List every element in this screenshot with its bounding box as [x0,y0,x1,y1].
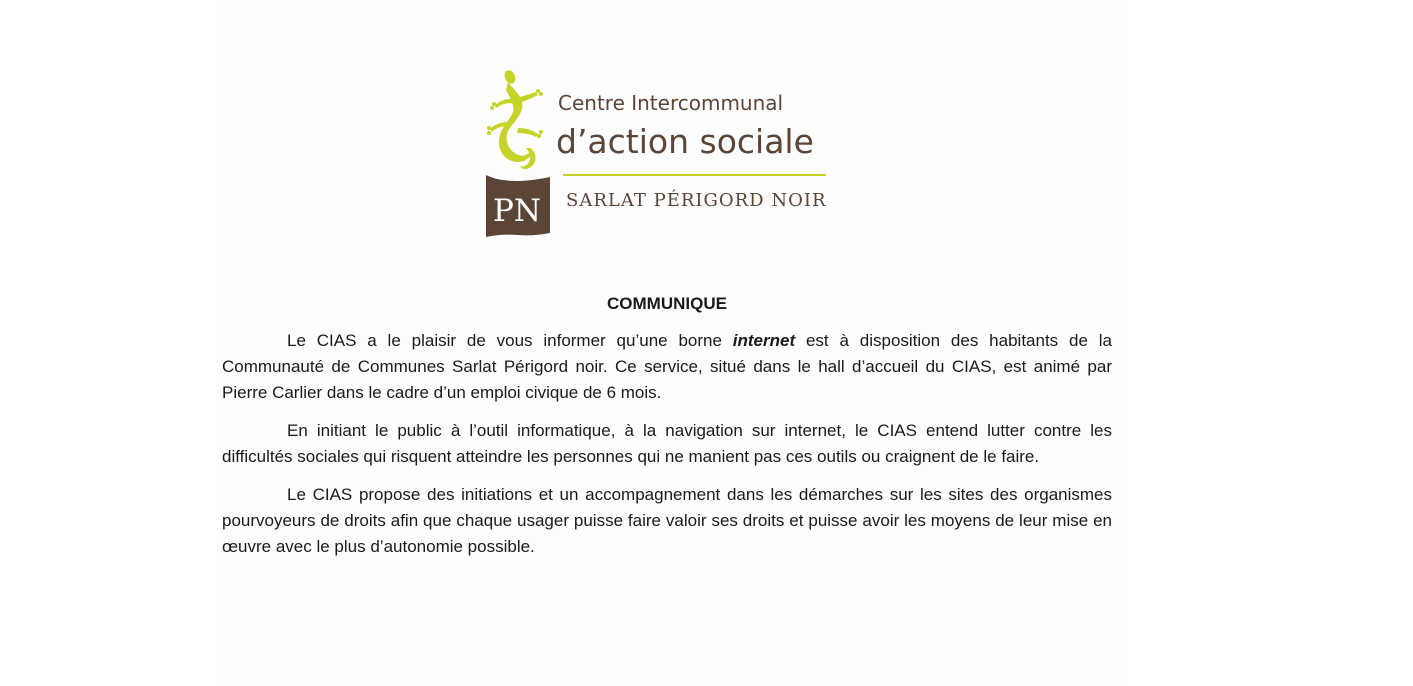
lizard-icon [486,68,556,176]
paragraph-3: Le CIAS propose des initiations et un accompagnement dans les démarches sur les sites des organismes pourvoyeurs de droits afin que chaque usager puisse faire valoir ses droits et puisse avoir les moyens de leur mise en œuvre avec le plus d’autonomie possible. [222,485,1112,556]
org-location: SARLAT PÉRIGORD NOIR [566,190,827,211]
paragraph-2: En initiant le public à l’outil informatique, à la navigation sur internet, le CIAS entend lutter contre les difficultés sociales qui risquent atteindre les personnes qui ne manient pas ces outils ou craignent de le faire. [222,421,1112,466]
org-name-line2: d’action sociale [556,122,814,161]
org-name-line1: Centre Intercommunal [558,91,784,115]
cias-logo [486,68,836,240]
emphasis-internet: internet [732,331,796,350]
pn-monogram-text: PN [493,193,541,229]
pn-monogram [486,175,550,237]
document-title: COMMUNIQUE [607,294,727,313]
logo-divider [563,174,826,176]
paragraph-1 [222,328,1112,406]
paragraph-1-end: est à disposition des habitants de la Communauté de Communes Sarlat Périgord noir. Ce service, situé dans le hall d’accueil du CIAS, est animé par Pierre Carlier dans le cadre d’un emploi civique de 6 mois. [222,331,1112,402]
paragraph-1-start: Le CIAS a le plaisir de vous informer qu’une borne [287,331,733,350]
